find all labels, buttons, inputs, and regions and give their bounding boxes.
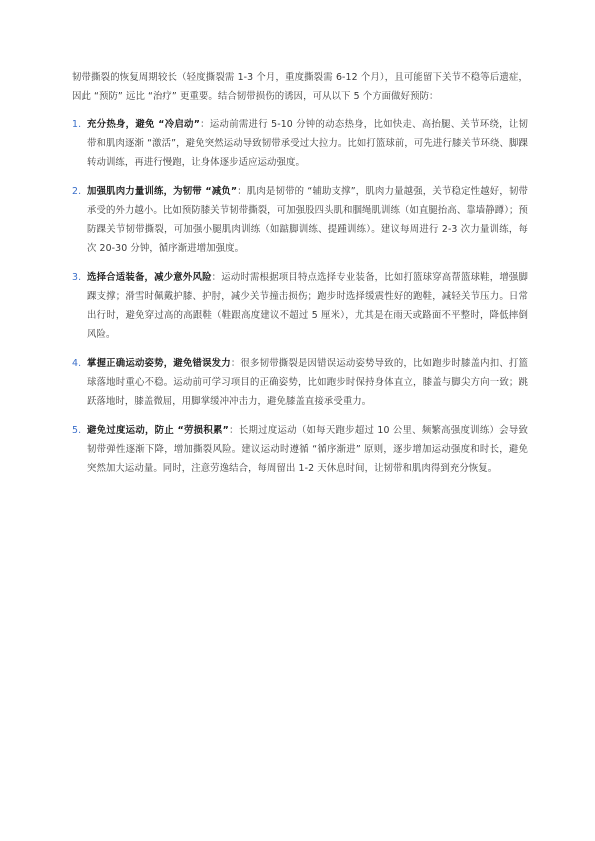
list-item-heading: 掌握正确运动姿势，避免错误发力 (87, 358, 231, 369)
list-item-heading: 加强肌肉力量训练，为韧带 “减负” (87, 186, 238, 197)
intro-paragraph: 韧带撕裂的恢复周期较长（轻度撕裂需 1-3 个月，重度撕裂需 6-12 个月），且可能留下关节不稳等后遗症，因此 “预防” 远比 “治疗” 更重要。结合韧带损伤的诱因，可从以下 5 个方面做好预防： (72, 72, 528, 102)
list-item-body: ：运动时需根据项目特点选择专业装备，比如打篮球穿高帮篮球鞋，增强脚踝支撑；滑雪时佩戴护膝、护肘，减少关节撞击损伤；跑步时选择缓震性好的跑鞋，减轻关节压力。日常出行时，避免穿过高的高跟鞋（鞋跟高度建议不超过 5 厘米），尤其是在雨天或路面不平整时，降低摔倒风险。 (87, 272, 528, 340)
list-item-heading: 选择合适装备，减少意外风险 (87, 272, 212, 283)
list-item (72, 268, 528, 344)
list-item-number: 4. (72, 358, 82, 369)
list-item (72, 421, 528, 478)
list-item-body: ：很多韧带撕裂是因错误运动姿势导致的，比如跑步时膝盖内扣、打篮球落地时重心不稳。运动前可学习项目的正确姿势，比如跑步时保持身体直立，膝盖与脚尖方向一致；跳跃落地时，膝盖微屈，用脚掌缓冲冲击力，避免膝盖直接承受重力。 (87, 358, 528, 407)
list-item-body: ：肌肉是韧带的 “辅助支撑”，肌肉力量越强，关节稳定性越好，韧带承受的外力越小。比如预防膝关节韧带撕裂，可加强股四头肌和腘绳肌训练（如直腿抬高、靠墙静蹲）；预防踝关节韧带撕裂，可加强小腿肌肉训练（如踮脚训练、提踵训练）。建议每周进行 2-3 次力量训练，每次 20-30 分钟，循序渐进增加强度。 (87, 186, 528, 254)
list-item-body: ：运动前需进行 5-10 分钟的动态热身，比如快走、高抬腿、关节环绕，让韧带和肌肉逐渐 “激活”，避免突然运动导致韧带承受过大拉力。比如打篮球前，可先进行膝关节环绕、脚踝转动训练，再进行慢跑，让身体逐步适应运动强度。 (87, 119, 528, 168)
list-item-number: 5. (72, 425, 82, 436)
list-item (72, 182, 528, 258)
list-item-number: 3. (72, 272, 82, 283)
prevention-list (72, 115, 528, 478)
list-item (72, 115, 528, 172)
list-item-body: ：长期过度运动（如每天跑步超过 10 公里、频繁高强度训练）会导致韧带弹性逐渐下降，增加撕裂风险。建议运动时遵循 “循序渐进” 原则，逐步增加运动强度和时长，避免突然加大运动量。同时，注意劳逸结合，每周留出 1-2 天休息时间，让韧带和肌肉得到充分恢复。 (87, 425, 528, 474)
list-item-heading: 充分热身，避免 “冷启动” (87, 119, 200, 130)
list-item-heading: 避免过度运动，防止 “劳损积累” (87, 425, 229, 436)
list-item-number: 1. (72, 119, 82, 130)
list-item (72, 354, 528, 411)
list-item-number: 2. (72, 186, 82, 197)
document-page (72, 68, 528, 488)
